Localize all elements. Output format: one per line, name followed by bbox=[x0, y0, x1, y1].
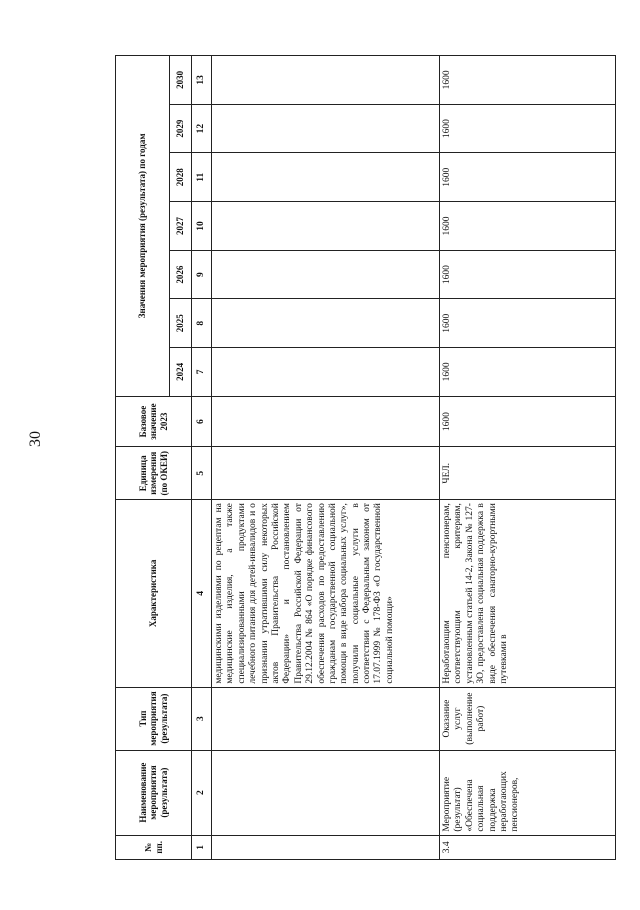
cell-value bbox=[212, 348, 440, 397]
program-activities-table bbox=[115, 55, 616, 860]
column-number: 4 bbox=[192, 500, 212, 688]
column-number: 13 bbox=[192, 56, 212, 105]
column-number: 7 bbox=[192, 348, 212, 397]
column-number: 6 bbox=[192, 396, 212, 447]
cell-num: 3.4 bbox=[440, 835, 616, 859]
cell-value: 1600 bbox=[440, 153, 616, 202]
column-number: 12 bbox=[192, 104, 212, 153]
header-num: № пп. bbox=[116, 835, 192, 859]
column-number: 2 bbox=[192, 750, 212, 835]
cell-value bbox=[212, 202, 440, 251]
column-number: 1 bbox=[192, 835, 212, 859]
header-year: 2029 bbox=[170, 104, 192, 153]
header-base: Базовое значение 2023 bbox=[116, 396, 192, 447]
header-year: 2028 bbox=[170, 153, 192, 202]
column-number: 9 bbox=[192, 250, 212, 299]
header-year: 2025 bbox=[170, 299, 192, 348]
column-number: 5 bbox=[192, 447, 212, 500]
header-characteristic: Характеристика bbox=[116, 500, 192, 688]
cell-unit: ЧЕЛ. bbox=[440, 447, 616, 500]
cell-num bbox=[212, 835, 440, 859]
cell-value: 1600 bbox=[440, 348, 616, 397]
table-row bbox=[212, 56, 440, 860]
column-number: 11 bbox=[192, 153, 212, 202]
header-name: Наименование мероприятия (результата) bbox=[116, 750, 192, 835]
cell-unit bbox=[212, 447, 440, 500]
column-number: 8 bbox=[192, 299, 212, 348]
cell-name: Мероприятие (результат) «Обеспечена социальная поддержка неработающих пенсионеров, bbox=[440, 750, 616, 835]
page-number: 30 bbox=[27, 431, 44, 447]
cell-base: 1600 bbox=[440, 396, 616, 447]
cell-value bbox=[212, 56, 440, 105]
cell-type: Оказание услуг (выполнение работ) bbox=[440, 687, 616, 750]
header-year: 2027 bbox=[170, 202, 192, 251]
cell-value bbox=[212, 104, 440, 153]
header-year: 2026 bbox=[170, 250, 192, 299]
cell-value: 1600 bbox=[440, 202, 616, 251]
column-numbers-row bbox=[192, 56, 212, 860]
cell-value: 1600 bbox=[440, 56, 616, 105]
header-year: 2030 bbox=[170, 56, 192, 105]
cell-characteristic: медицинскими изделиями по рецептам на медицинские изделия, а также специализированными продуктами лечебного питания для детей-инвалидов и о признании утратившими силу некоторых актов Правительства Российской Федерации» и постановлением Правительства Российской Федерации от 29.12.2004 № 864 «О порядке финансового обеспечения расходов по предоставлению гражданам государственной социальной помощи в виде набора социальных услуг», получили социальные услуги в соответствии с Федеральным законом от 17.07.1999 № 178-ФЗ «О государственной социальной помощи» bbox=[212, 500, 440, 688]
header-row bbox=[116, 56, 170, 860]
column-number: 3 bbox=[192, 687, 212, 750]
rotated-table-container bbox=[115, 55, 615, 860]
cell-name bbox=[212, 750, 440, 835]
table-row bbox=[440, 56, 616, 860]
cell-value: 1600 bbox=[440, 299, 616, 348]
cell-value: 1600 bbox=[440, 104, 616, 153]
header-values-group: Значения мероприятия (результата) по годам bbox=[116, 56, 170, 397]
header-year: 2024 bbox=[170, 348, 192, 397]
header-type: Тип мероприятия (результата) bbox=[116, 687, 192, 750]
header-unit: Единица измерения (по ОКЕИ) bbox=[116, 447, 192, 500]
cell-characteristic: Неработающим пенсионерам, соответствующим критериям, установленным статьей 14-2, Закона № 127-ЗО, предоставлена социальная поддержка в виде обеспечения санаторно-курортными путевками в bbox=[440, 500, 616, 688]
cell-value: 1600 bbox=[440, 250, 616, 299]
column-number: 10 bbox=[192, 202, 212, 251]
cell-base bbox=[212, 396, 440, 447]
cell-value bbox=[212, 250, 440, 299]
cell-type bbox=[212, 687, 440, 750]
cell-value bbox=[212, 153, 440, 202]
cell-value bbox=[212, 299, 440, 348]
